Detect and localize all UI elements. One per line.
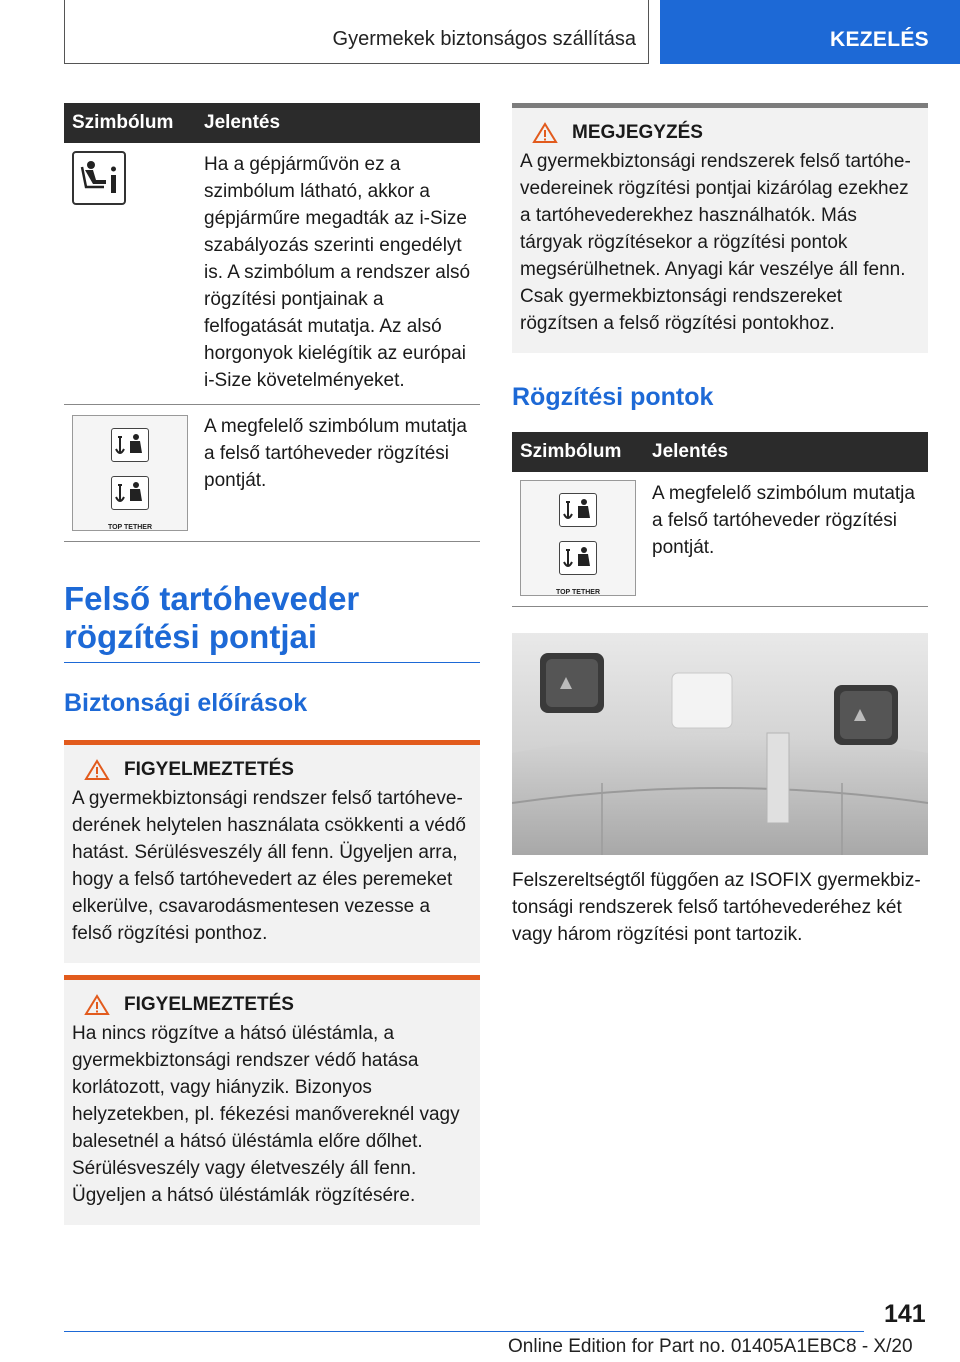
isize-symbol-icon <box>72 151 126 205</box>
table-cell-meaning: Ha a gépjárművön ez a szimbólum látható, akkor a gépjárműre megadták az i-Size szabályozás szerinti engedélyt is. A szimbólum a rendszer alsó rögzítési pontjainak a felfogatását mutatja. Az alsó horgonyok kielégítik az európai i-Size követelményeket. <box>196 143 480 405</box>
warning-box-1 <box>64 740 480 963</box>
table-cell-meaning: A megfelelő szimbólum mutatja a felső tartóheveder rögzítési pontját. <box>196 405 480 542</box>
warning-triangle-icon <box>84 994 110 1016</box>
col-meaning-header: Jelentés <box>644 432 928 472</box>
warning-triangle-icon <box>84 759 110 781</box>
top-tether-symbol-icon <box>72 415 188 531</box>
table-cell-meaning: A megfelelő szimbólum mutatja a felső tartóheveder rögzítési pontját. <box>644 472 928 607</box>
note-box <box>512 103 928 353</box>
left-column <box>64 103 480 1225</box>
header-section-title: Gyermekek biztonságos szállítása <box>332 28 636 50</box>
photo-caption: Felszereltségtől függően az ISOFIX gyermekbiztonsági rendszerek felső tartóhevederéhez két vagy három rögzítési pont tartozik. <box>512 870 921 945</box>
footer-rule <box>64 1331 864 1332</box>
warning-text: A gyermekbiztonsági rendszer felső tartóhevederének helytelen használata csökkenti a védő hatást. Sérülésveszély áll fenn. Ügyeljen arra, hogy a felső tartóhevedert az éles peremeket elkerülve, csavarodásmentesen vezesse a felső rögzítési ponthoz. <box>72 788 466 944</box>
header-chapter-title: KEZELÉS <box>830 28 929 51</box>
symbol-table-1 <box>64 103 480 542</box>
rear-seat-photo <box>512 633 928 855</box>
top-tether-label: TOP TETHER <box>107 524 153 531</box>
col-meaning-header: Jelentés <box>196 103 480 143</box>
warning-box-2 <box>64 975 480 1225</box>
note-triangle-icon <box>532 122 558 144</box>
warning-title: FIGYELMEZTETÉS <box>124 994 294 1015</box>
top-tether-symbol-icon <box>520 480 636 596</box>
right-column <box>512 103 928 948</box>
warning-title: FIGYELMEZTETÉS <box>124 759 294 780</box>
page-number: 141 <box>884 1300 926 1328</box>
col-symbol-header: Szimbólum <box>512 432 644 472</box>
table-row <box>64 143 480 405</box>
symbol-table-2 <box>512 432 928 607</box>
section2-title: Rögzítési pontok <box>512 383 714 411</box>
top-tether-label: TOP TETHER <box>555 589 601 596</box>
note-text: A gyermekbiztonsági rendszerek felső tartóhevedereinek rögzítési pontjai kizárólag ezekhez a tartóhevederekhez használhatók. Más tárgyak rögzítésekor a rögzítési pontok megsérülhetnek. Anyagi kár veszélye áll fenn. Csak gyermekbiztonsági rendszereket rögzítsen a felső rögzítési pontokhoz. <box>520 151 911 334</box>
header-chapter-tab <box>660 0 960 64</box>
footer-text: Online Edition for Part no. 01405A1EBC8 - X/20 <box>508 1336 913 1357</box>
header-section-tab <box>64 0 649 64</box>
table-row <box>64 405 480 542</box>
subsection-title: Biztonsági előírások <box>64 689 308 717</box>
table-row <box>512 472 928 607</box>
note-title: MEGJEGYZÉS <box>572 122 703 143</box>
section-title: Felső tartóheveder rögzítési pontjai <box>64 580 360 655</box>
warning-text: Ha nincs rögzítve a hátsó üléstámla, a gyermekbiztonsági rendszer védő hatása korlátozott, vagy hiányzik. Bizonyos helyzetekben, pl. fékezési manővereknél vagy balesetnél a hátsó üléstámla előre dőlhet. Sérülésveszély vagy életveszély áll fenn. Ügyeljen a hátsó üléstámlák rögzítésére. <box>72 1023 460 1206</box>
col-symbol-header: Szimbólum <box>64 103 196 143</box>
